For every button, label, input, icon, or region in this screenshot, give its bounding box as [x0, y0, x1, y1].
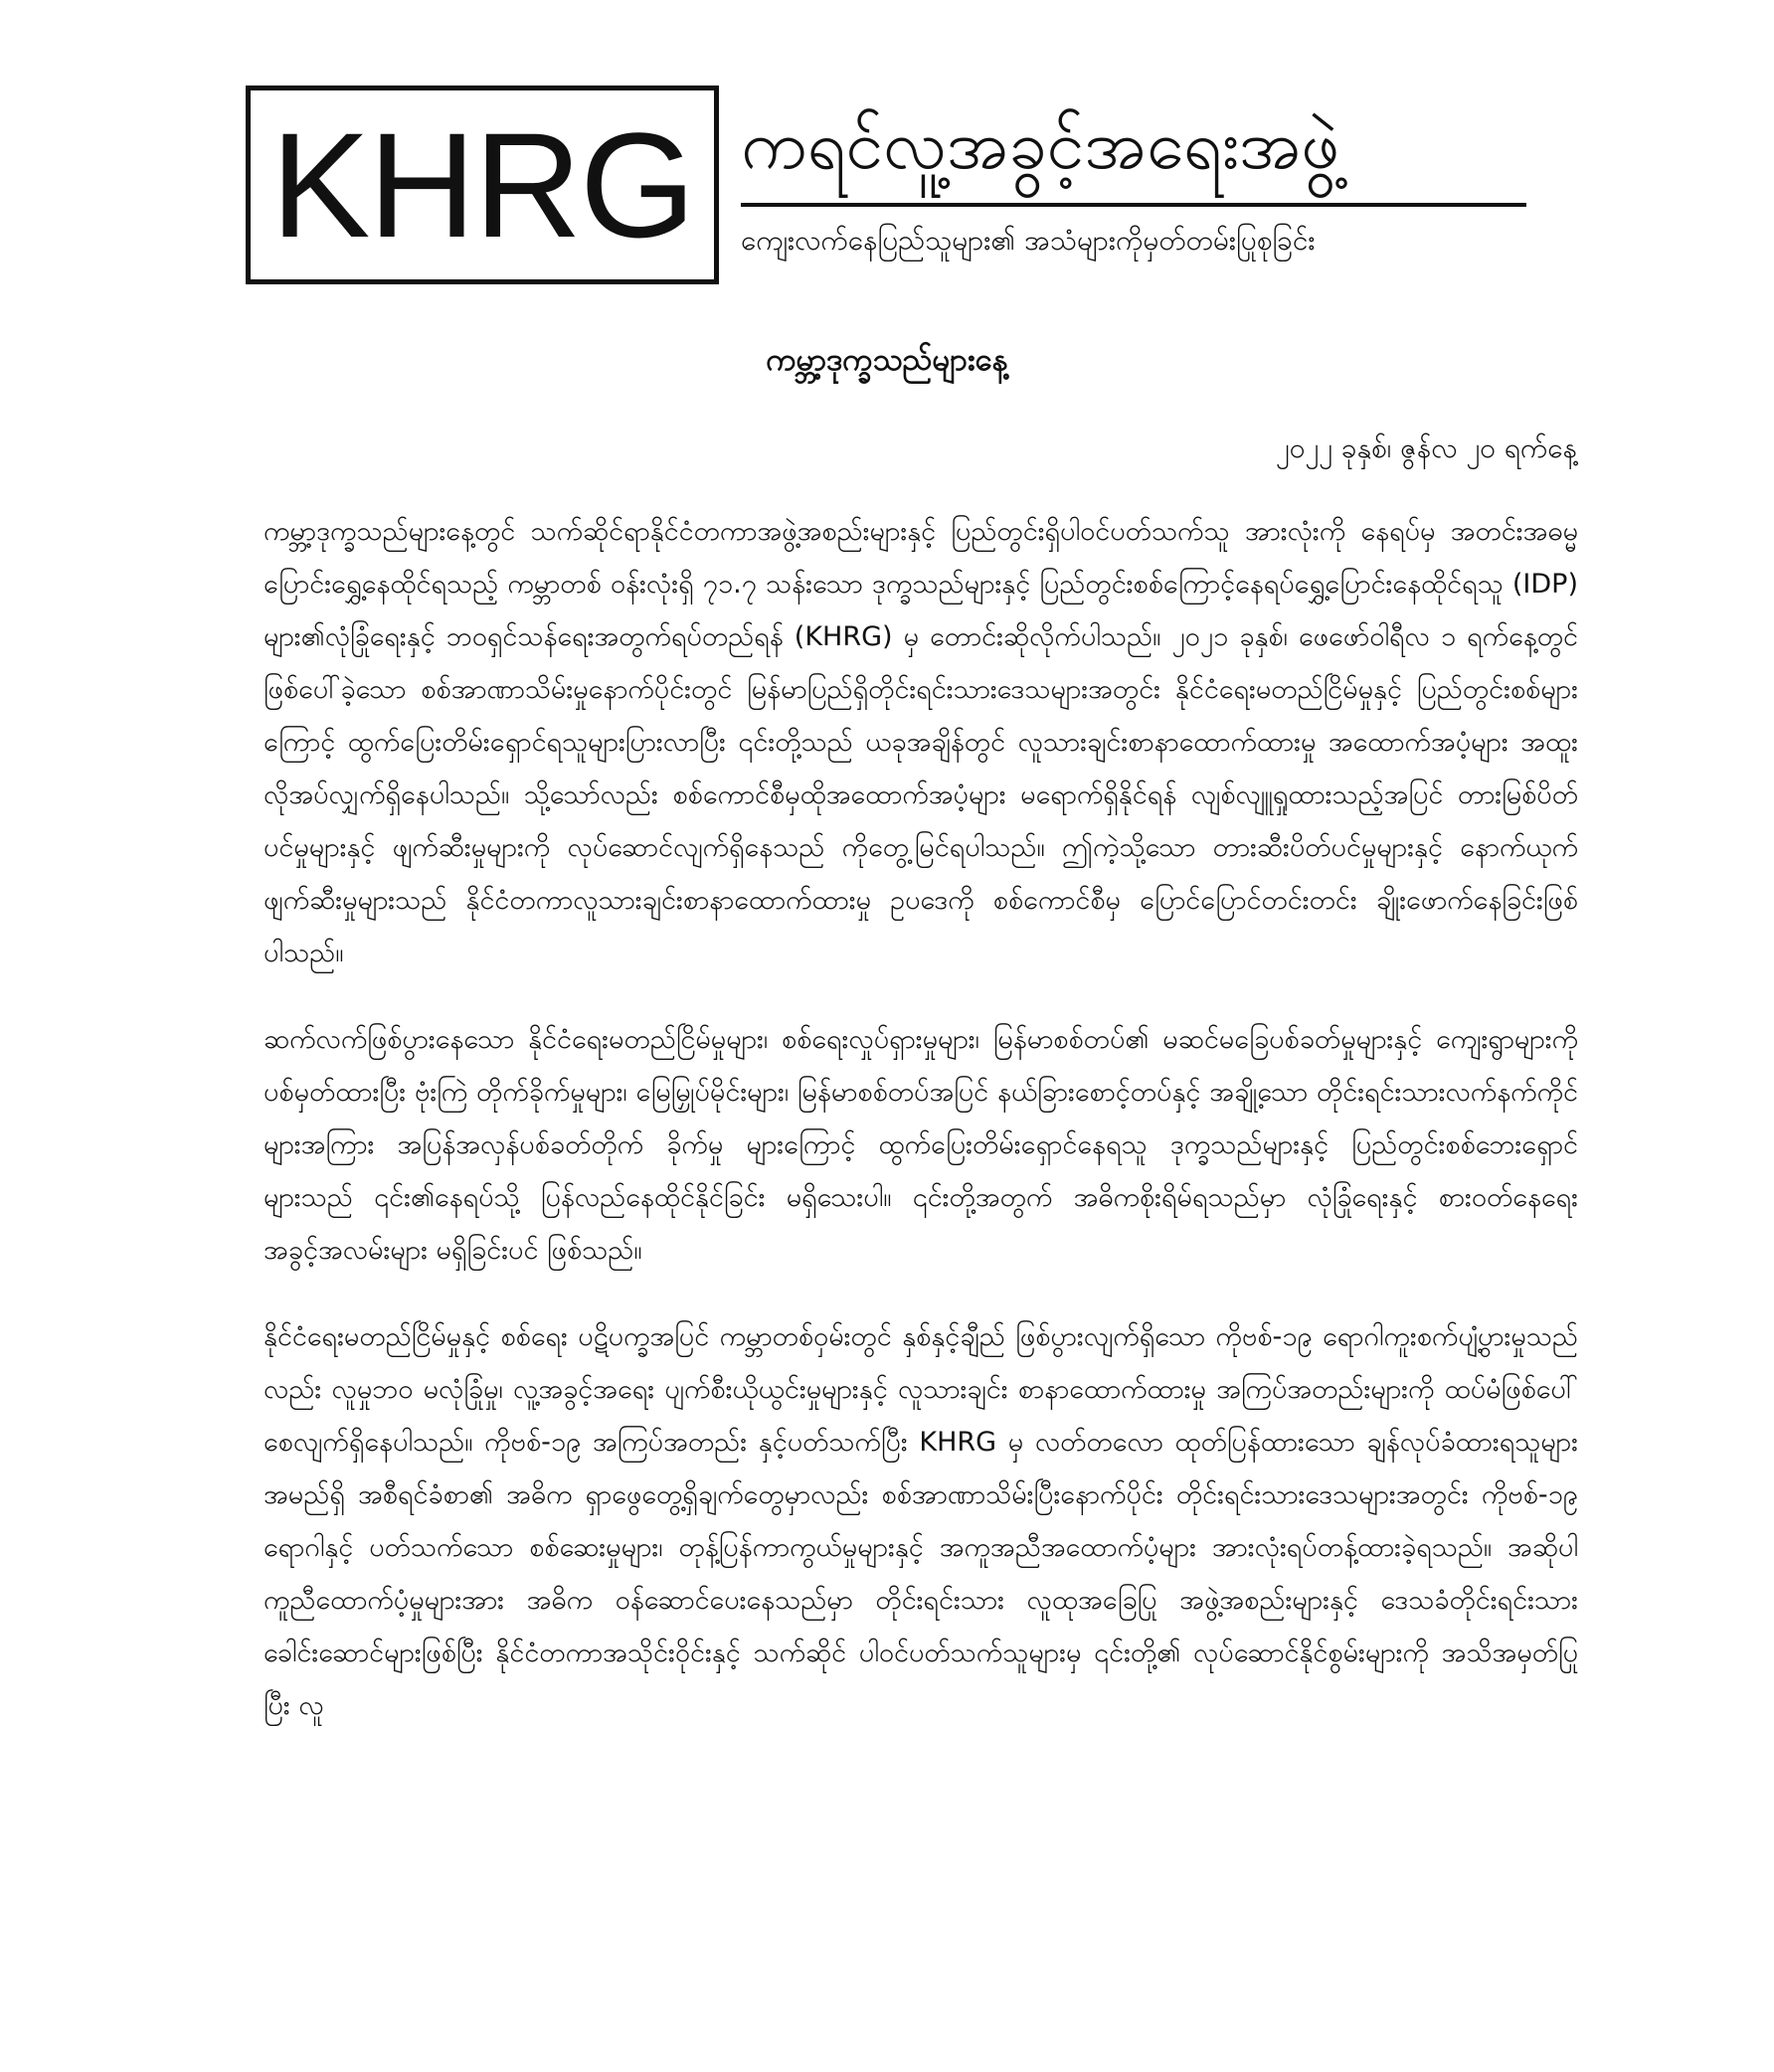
- paragraph: ကမ္ဘာ့ဒုက္ခသည်များနေ့တွင် သက်ဆိုင်ရာနိုင်ငံတကာအဖွဲ့အစည်းများနှင့် ပြည်တွင်းရှိပါဝင်ပတ်သက်သူ အားလုံးကို နေရပ်မှ အတင်းအဓမ္မ ပြောင်းရွှေ့နေထိုင်ရသည့် ကမ္ဘာတစ် ဝန်းလုံးရှိ ၇၁.၇ သန်းသော ဒုက္ခသည်များနှင့် ပြည်တွင်းစစ်ကြောင့်နေရပ်ရွှေ့ပြောင်းနေထိုင်ရသူ (IDP) များ၏လုံခြုံရေးနှင့် ဘဝရှင်သန်ရေးအတွက်ရပ်တည်ရန် (KHRG) မှ တောင်းဆိုလိုက်ပါသည်။ ၂၀၂၁ ခုနှစ်၊ ဖေဖော်ဝါရီလ ၁ ရက်နေ့တွင် ဖြစ်ပေါ်ခဲ့သော စစ်အာဏာသိမ်းမှုနောက်ပိုင်းတွင် မြန်မာပြည်ရှိတိုင်းရင်းသားဒေသများအတွင်း နိုင်ငံရေးမတည်ငြိမ်မှုနှင့် ပြည်တွင်းစစ်များကြောင့် ထွက်ပြေးတိမ်းရှောင်ရသူများပြားလာပြီး ၎င်းတို့သည် ယခုအချိန်တွင် လူသားချင်းစာနာထောက်ထားမှု အထောက်အပံ့များ အထူးလိုအပ်လျှက်ရှိနေပါသည်။ သို့သော်လည်း စစ်ကောင်စီမှထိုအထောက်အပံ့များ မရောက်ရှိနိုင်ရန် လျစ်လျူရှုထားသည့်အပြင် တားမြစ်ပိတ်ပင်မှုများနှင့် ဖျက်ဆီးမှုများကို လုပ်ဆောင်လျက်ရှိနေသည် ကိုတွေ့မြင်ရပါသည်။ ဤကဲ့သို့သော တားဆီးပိတ်ပင်မှုများနှင့် နောက်ယုက်ဖျက်ဆီးမှုများသည် နိုင်ငံတကာလူသားချင်းစာနာထောက်ထားမှု ဥပဒေကို စစ်ကောင်စီမှ ပြောင်ပြောင်တင်းတင်း ချိုးဖောက်နေခြင်းဖြစ်ပါသည်။: [264, 516, 1578, 968]
- organization-tagline: ကျေးလက်နေပြည်သူများ၏ အသံများကိုမှတ်တမ်းပြုစုခြင်း: [741, 224, 1316, 257]
- paragraph: နိုင်ငံရေးမတည်ငြိမ်မှုနှင့် စစ်ရေး ပဋိပက္ခအပြင် ကမ္ဘာတစ်ဝှမ်းတွင် နှစ်နှင့်ချီည် ဖြစ်ပွားလျက်ရှိသော ကိုဗစ်-၁၉ ရောဂါကူးစက်ပျံ့ပွားမှုသည်လည်း လူမှုဘဝ မလုံခြုံမှု၊ လူ့အခွင့်အရေး ပျက်စီးယိုယွင်းမှုများနှင့် လူသားချင်း စာနာထောက်ထားမှု အကြပ်အတည်းများကို ထပ်မံဖြစ်ပေါ်စေလျက်ရှိနေပါသည်။ ကိုဗစ်-၁၉ အကြပ်အတည်း နှင့်ပတ်သက်ပြီး KHRG မှ လတ်တလော ထုတ်ပြန်ထားသော ချန်လုပ်ခံထားရသူများအမည်ရှိ အစီရင်ခံစာ၏ အဓိက ရှာဖွေတွေ့ရှိချက်တွေမှာလည်း စစ်အာဏာသိမ်းပြီးနောက်ပိုင်း တိုင်းရင်းသားဒေသများအတွင်း ကိုဗစ်-၁၉ ရောဂါနှင့် ပတ်သက်သော စစ်ဆေးမှုများ၊ တုန့်ပြန်ကာကွယ်မှုများနှင့် အကူအညီအထောက်ပံ့များ အားလုံးရပ်တန့်ထားခဲ့ရသည်။ အဆိုပါ ကူညီထောက်ပံ့မှုများအား အဓိက ဝန်ဆောင်ပေးနေသည်မှာ တိုင်းရင်းသား လူထုအခြေပြု အဖွဲ့အစည်းများနှင့် ဒေသခံတိုင်းရင်းသားခေါင်းဆောင်များဖြစ်ပြီး နိုင်ငံတကာအသိုင်းဝိုင်းနှင့် သက်ဆိုင် ပါဝင်ပတ်သက်သူများမှ ၎င်းတို့၏ လုပ်ဆောင်နိုင်စွမ်းများကို အသိအမှတ်ပြုပြီး လူ: [264, 1321, 1578, 1721]
- paragraph: ဆက်လက်ဖြစ်ပွားနေသော နိုင်ငံရေးမတည်ငြိမ်မှုများ၊ စစ်ရေးလှုပ်ရှားမှုများ၊ မြန်မာစစ်တပ်၏ မဆင်မခြေပစ်ခတ်မှုများနှင့် ကျေးရွာများကို ပစ်မှတ်ထားပြီး ဗုံးကြဲ တိုက်ခိုက်မှုများ၊ မြေမြှုပ်မိုင်းများ၊ မြန်မာစစ်တပ်အပြင် နယ်ခြားစောင့်တပ်နှင့် အချို့သော တိုင်းရင်းသားလက်နက်ကိုင်များအကြား အပြန်အလှန်ပစ်ခတ်တိုက် ခိုက်မှု များကြောင့် ထွက်ပြေးတိမ်းရှောင်နေရသူ ဒုက္ခသည်များနှင့် ပြည်တွင်းစစ်ဘေးရှောင်များသည် ၎င်း၏နေရပ်သို့ ပြန်လည်နေထိုင်နိုင်ခြင်း မရှိသေးပါ။ ၎င်းတို့အတွက် အဓိကစိုးရိမ်ရသည်မှာ လုံခြုံရေးနှင့် စားဝတ်နေရေး အခွင့်အလမ်းများ မရှိခြင်းပင် ဖြစ်သည်။: [264, 1024, 1578, 1266]
- organization-name: ကရင်လူ့အခွင့်အရေးအဖွဲ့: [741, 106, 1340, 185]
- document-date: ၂၀၂၂ ခုနှစ်၊ ဇွန်လ ၂၀ ရက်နေ့: [1275, 432, 1577, 464]
- document-title: ကမ္ဘာ့ဒုက္ခသည်များနေ့: [766, 342, 1008, 378]
- logo-text: KHRG: [270, 101, 694, 268]
- khrg-logo: [246, 86, 719, 284]
- letterhead: [246, 86, 1538, 290]
- document-body: [264, 505, 1578, 1766]
- header-divider: [741, 203, 1526, 207]
